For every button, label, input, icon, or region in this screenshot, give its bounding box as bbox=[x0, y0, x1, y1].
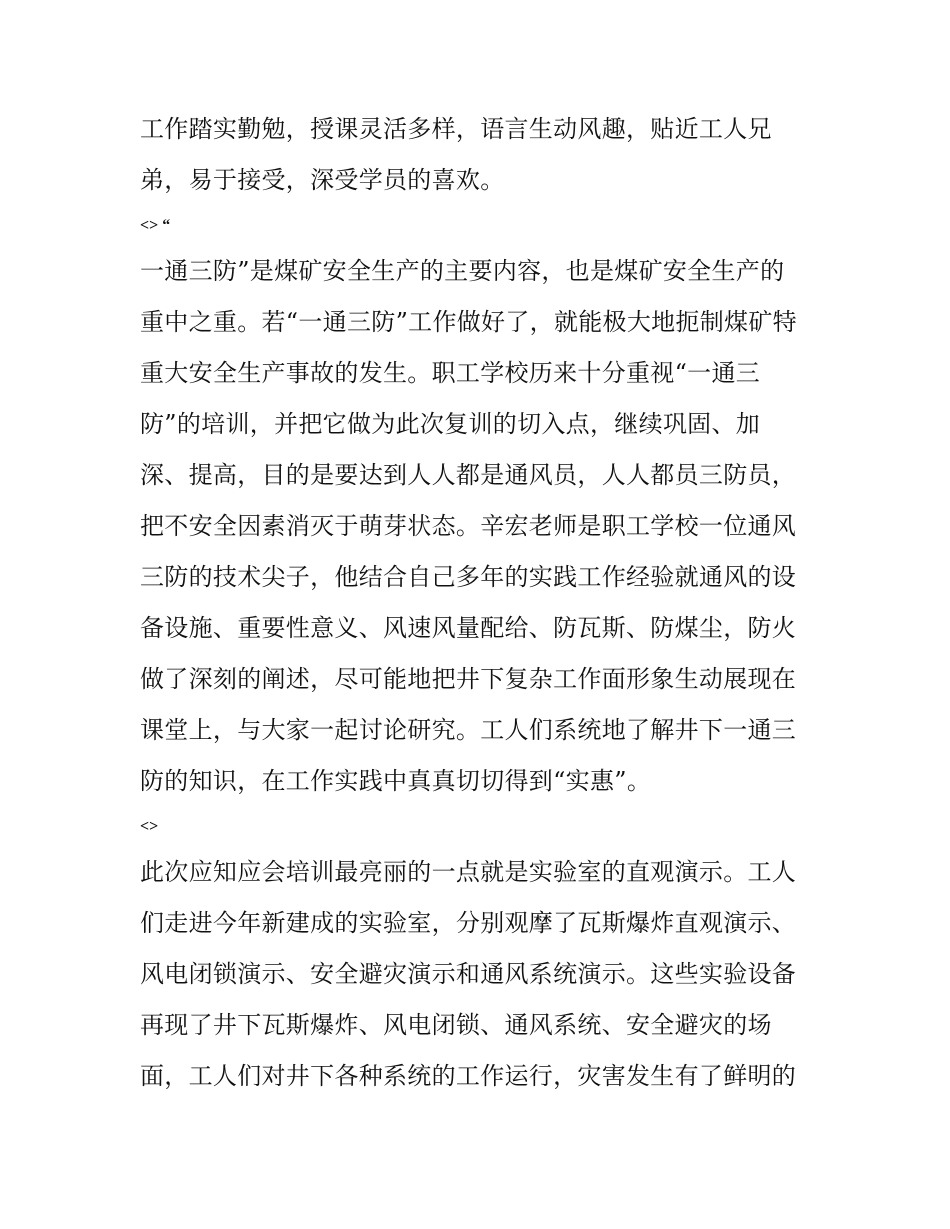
text-line: 防的知识，在工作实践中真真切切得到“实惠”。 bbox=[140, 767, 652, 795]
text-line: 再现了井下瓦斯爆炸、风电闭锁、通风系统、安全避灾的场 bbox=[140, 1011, 772, 1039]
text-line: 此次应知应会培训最亮丽的一点就是实验室的直观演示。工人 bbox=[140, 858, 797, 886]
text-line: 弟，易于接受，深受学员的喜欢。 bbox=[140, 166, 505, 194]
text-line: 们走进今年新建成的实验室，分别观摩了瓦斯爆炸直观演示、 bbox=[140, 909, 797, 937]
text-line: 深、提高，目的是要达到人人都是通风员，人人都员三防员， bbox=[140, 461, 797, 489]
text-line: 防”的培训，并把它做为此次复训的切入点，继续巩固、加 bbox=[140, 410, 761, 438]
paragraph-marker: <> “ bbox=[140, 217, 171, 234]
text-line: 课堂上，与大家一起讨论研究。工人们系统地了解井下一通三 bbox=[140, 716, 797, 744]
text-line: 重中之重。若“一通三防”工作做好了，就能极大地扼制煤矿特 bbox=[140, 308, 797, 336]
document-body bbox=[140, 104, 816, 1102]
text-line: 面，工人们对井下各种系统的工作运行，灾害发生有了鲜明的 bbox=[140, 1062, 797, 1090]
text-line: 风电闭锁演示、安全避灾演示和通风系统演示。这些实验设备 bbox=[140, 960, 797, 988]
text-line: 一通三防”是煤矿安全生产的主要内容，也是煤矿安全生产的 bbox=[140, 257, 785, 285]
text-line: 重大安全生产事故的发生。职工学校历来十分重视“一通三 bbox=[140, 359, 761, 387]
text-line: 工作踏实勤勉，授课灵活多样，语言生动风趣，贴近工人兄 bbox=[140, 115, 772, 143]
paragraph-marker: <> bbox=[140, 818, 159, 835]
text-line: 把不安全因素消灭于萌芽状态。辛宏老师是职工学校一位通风 bbox=[140, 512, 797, 540]
text-line: 三防的技术尖子，他结合自己多年的实践工作经验就通风的设 bbox=[140, 563, 797, 591]
text-line: 做了深刻的阐述，尽可能地把井下复杂工作面形象生动展现在 bbox=[140, 665, 797, 693]
text-line: 备设施、重要性意义、风速风量配给、防瓦斯、防煤尘，防火 bbox=[140, 614, 797, 642]
